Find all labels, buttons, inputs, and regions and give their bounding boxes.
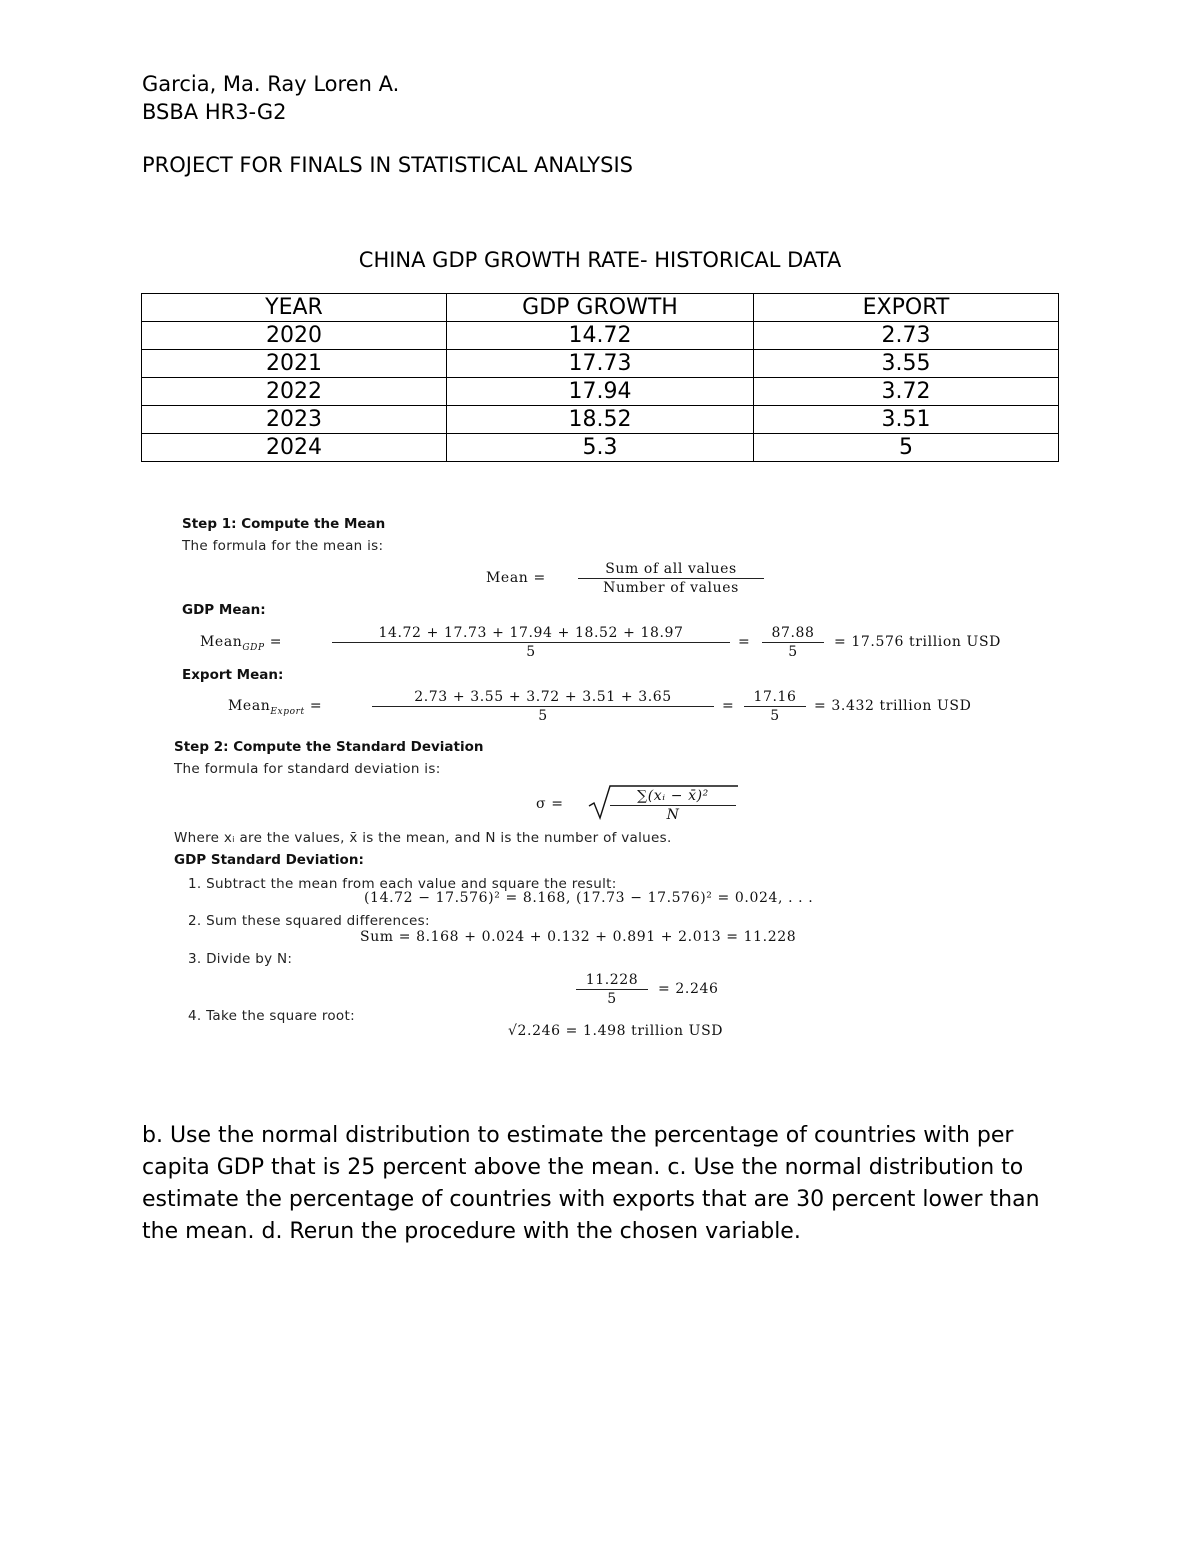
gdp-mean-numerator: 14.72 + 17.73 + 17.94 + 18.52 + 18.97 bbox=[332, 625, 730, 643]
gdp-mean-denominator: 5 bbox=[526, 644, 536, 660]
sd-step3-result: = 2.246 bbox=[658, 981, 719, 997]
cell-export: 2.73 bbox=[754, 322, 1059, 350]
cell-export: 3.55 bbox=[754, 350, 1059, 378]
cell-gdp-growth: 14.72 bbox=[447, 322, 754, 350]
cell-gdp-growth: 17.94 bbox=[447, 378, 754, 406]
step2-heading: Step 2: Compute the Standard Deviation bbox=[174, 739, 484, 755]
table-header-row bbox=[142, 294, 1059, 322]
table-row bbox=[142, 434, 1059, 462]
cell-export: 5 bbox=[754, 434, 1059, 462]
export-mean-result: = 3.432 trillion USD bbox=[814, 698, 972, 714]
step1-heading: Step 1: Compute the Mean bbox=[182, 516, 386, 532]
mean-formula-numerator: Sum of all values bbox=[578, 561, 764, 579]
table-row bbox=[142, 350, 1059, 378]
sd-formula-denominator: N bbox=[666, 807, 680, 823]
sd-step4-label: 4. Take the square root: bbox=[188, 1008, 355, 1024]
sd-formula-fraction bbox=[610, 788, 736, 823]
gdp-sd-heading: GDP Standard Deviation: bbox=[174, 852, 364, 868]
sd-formula-numerator: ∑(xᵢ − x̄)² bbox=[610, 788, 736, 806]
column-header-year: YEAR bbox=[142, 294, 447, 322]
cell-year: 2024 bbox=[142, 434, 447, 462]
gdp-mean-eq: = bbox=[738, 634, 751, 650]
sd-where-text: Where xᵢ are the values, x̄ is the mean, and N is the number of values. bbox=[174, 830, 672, 846]
table-row bbox=[142, 322, 1059, 350]
step2-intro: The formula for standard deviation is: bbox=[174, 761, 441, 777]
mean-formula-denominator: Number of values bbox=[603, 580, 739, 596]
export-mean-denominator: 5 bbox=[538, 708, 548, 724]
export-mean-eq: = bbox=[722, 698, 735, 714]
gdp-mean-sum: 87.88 bbox=[762, 625, 824, 643]
cell-gdp-growth: 5.3 bbox=[447, 434, 754, 462]
cell-export: 3.51 bbox=[754, 406, 1059, 434]
sd-step2-math: Sum = 8.168 + 0.024 + 0.132 + 0.891 + 2.013 = 11.228 bbox=[360, 929, 797, 945]
student-section: BSBA HR3-G2 bbox=[142, 100, 287, 124]
export-mean-lhs: Mean$_{Export}$ = bbox=[228, 698, 323, 717]
export-mean-sum: 17.16 bbox=[744, 689, 806, 707]
sd-step4-math: √2.246 = 1.498 trillion USD bbox=[508, 1023, 724, 1039]
sd-formula-lhs: σ = bbox=[536, 796, 564, 812]
sd-step1-math: (14.72 − 17.576)² = 8.168, (17.73 − 17.576)² = 0.024, . . . bbox=[364, 890, 814, 906]
gdp-mean-result: = 17.576 trillion USD bbox=[834, 634, 1001, 650]
cell-year: 2020 bbox=[142, 322, 447, 350]
sd-step3-fraction bbox=[576, 972, 648, 1007]
export-mean-count: 5 bbox=[770, 708, 780, 724]
cell-gdp-growth: 17.73 bbox=[447, 350, 754, 378]
sd-step3-label: 3. Divide by N: bbox=[188, 951, 293, 967]
column-header-export: EXPORT bbox=[754, 294, 1059, 322]
gdp-mean-heading: GDP Mean: bbox=[182, 602, 266, 618]
column-header-gdp-growth: GDP GROWTH bbox=[447, 294, 754, 322]
mean-formula-lhs: Mean = bbox=[486, 570, 546, 586]
cell-gdp-growth: 18.52 bbox=[447, 406, 754, 434]
gdp-mean-count: 5 bbox=[788, 644, 798, 660]
student-name: Garcia, Ma. Ray Loren A. bbox=[142, 72, 400, 96]
cell-year: 2023 bbox=[142, 406, 447, 434]
cell-year: 2021 bbox=[142, 350, 447, 378]
export-mean-fraction bbox=[372, 689, 714, 724]
export-mean-heading: Export Mean: bbox=[182, 667, 284, 683]
project-title: PROJECT FOR FINALS IN STATISTICAL ANALYSIS bbox=[142, 153, 633, 177]
sd-step3-numerator: 11.228 bbox=[576, 972, 648, 990]
step1-intro: The formula for the mean is: bbox=[182, 538, 384, 554]
export-mean-numerator: 2.73 + 3.55 + 3.72 + 3.51 + 3.65 bbox=[372, 689, 714, 707]
mean-formula-fraction bbox=[578, 561, 764, 596]
table-row bbox=[142, 406, 1059, 434]
table-row bbox=[142, 378, 1059, 406]
gdp-mean-lhs: Mean$_{GDP}$ = bbox=[200, 634, 283, 653]
sd-step2-label: 2. Sum these squared differences: bbox=[188, 913, 430, 929]
cell-export: 3.72 bbox=[754, 378, 1059, 406]
export-mean-fraction-2 bbox=[744, 689, 806, 724]
gdp-mean-fraction-2 bbox=[762, 625, 824, 660]
cell-year: 2022 bbox=[142, 378, 447, 406]
sd-step3-denominator: 5 bbox=[607, 991, 617, 1007]
instructions-paragraph: b. Use the normal distribution to estimate the percentage of countries with per capita GDP that is 25 percent above the mean. c. Use the normal distribution to estimate the percentage of countries with exports that are 30 percent lower than the mean. d. Rerun the procedure with the chosen variable. bbox=[142, 1123, 1040, 1244]
sd-step1-label: 1. Subtract the mean from each value and square the result: bbox=[188, 876, 617, 892]
gdp-mean-fraction bbox=[332, 625, 730, 660]
table-title: CHINA GDP GROWTH RATE- HISTORICAL DATA bbox=[358, 248, 842, 272]
gdp-data-table bbox=[141, 293, 1059, 462]
